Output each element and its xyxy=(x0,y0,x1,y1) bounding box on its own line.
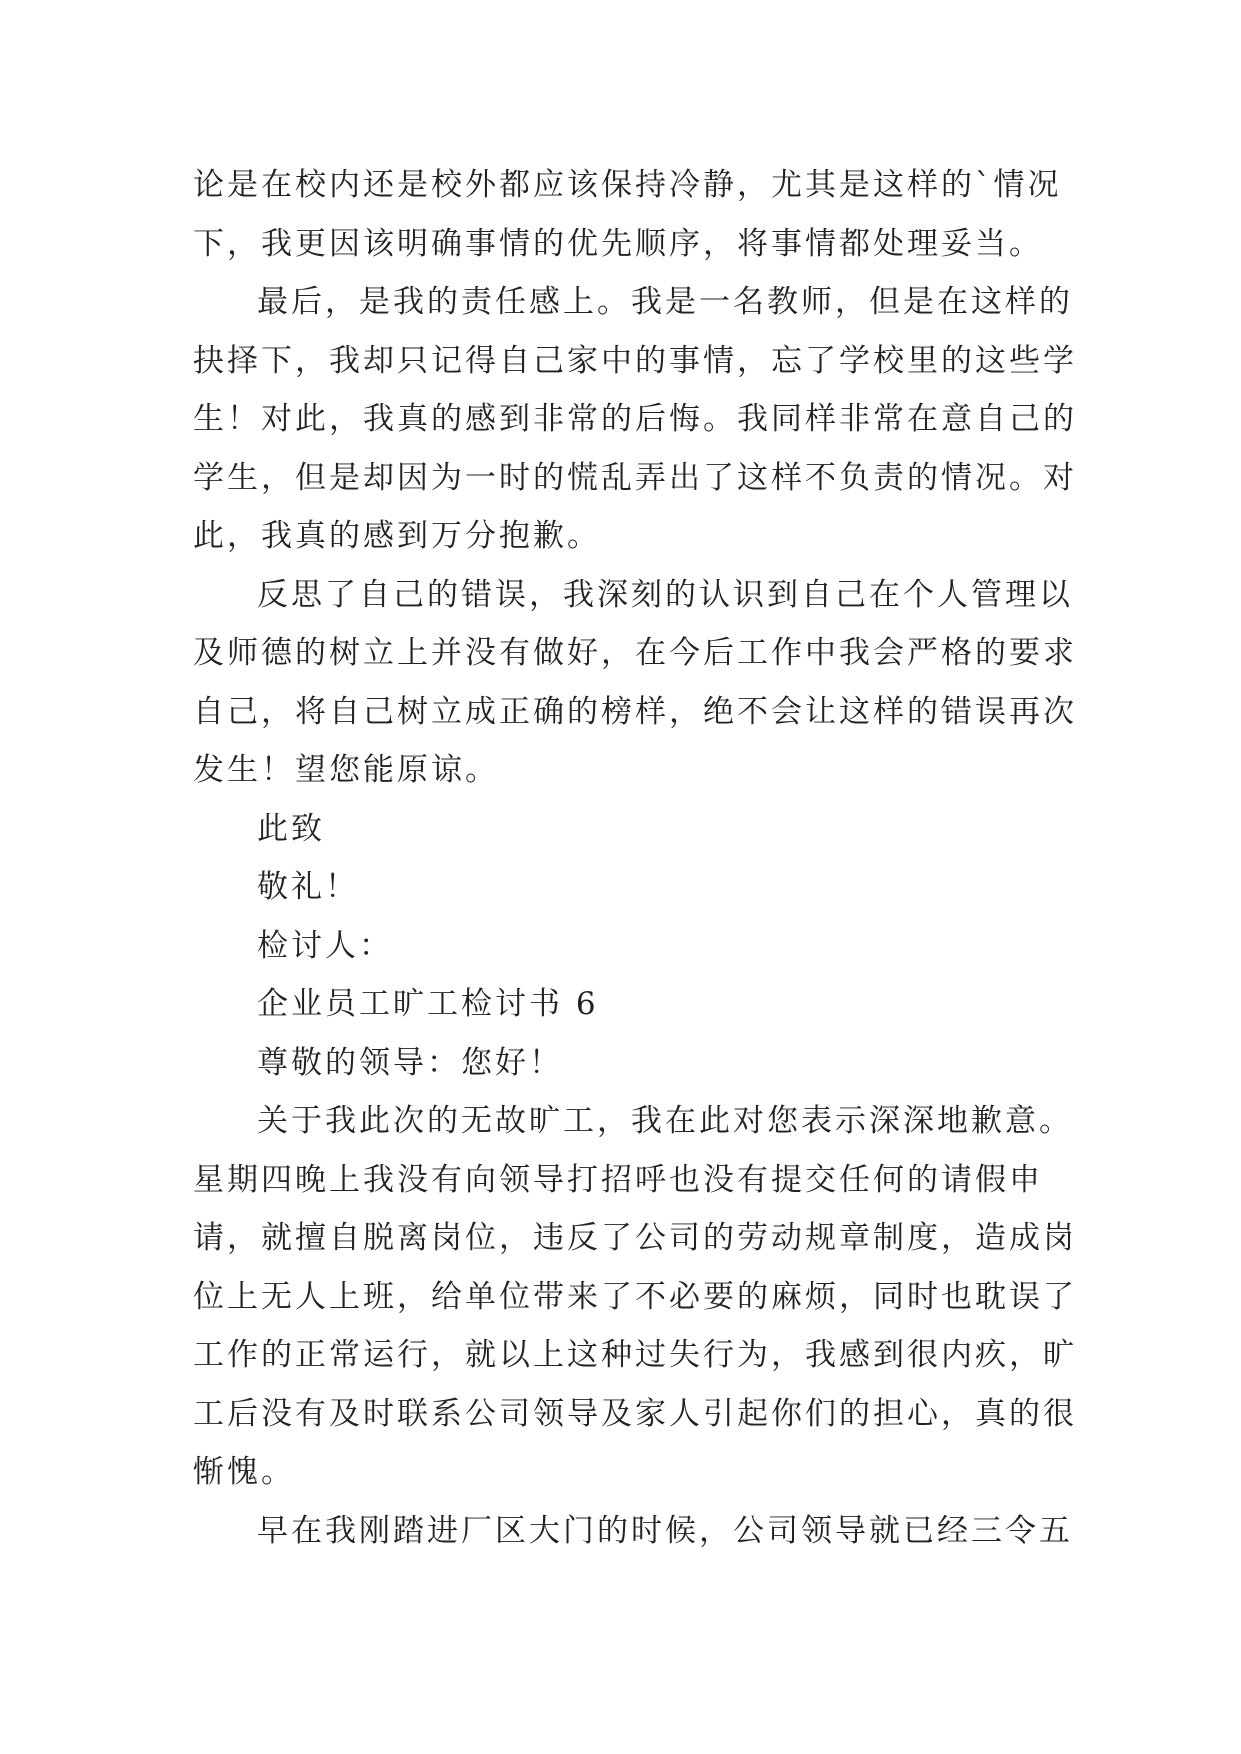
text-line: 企业员工旷工检讨书 6 xyxy=(257,986,599,1022)
text-line: 检讨人： xyxy=(257,927,393,964)
text-line: 请，就擅自脱离岗位，违反了公司的劳动规章制度，造成岗 xyxy=(193,1220,1077,1256)
text-line: 自己，将自己树立成正确的榜样，绝不会让这样的错误再次 xyxy=(193,693,1077,730)
text-line: 学生，但是却因为一时的慌乱弄出了这样不负责的情况。对 xyxy=(193,459,1077,496)
text-line: 抉择下，我却只记得自己家中的事情，忘了学校里的这些学 xyxy=(193,342,1077,379)
text-line: 最后，是我的责任感上。我是一名教师，但是在这样的 xyxy=(257,284,1073,320)
text-line: 发生！望您能原谅。 xyxy=(193,752,499,788)
text-line: 此致 xyxy=(257,810,325,847)
text-line: 尊敬的领导：您好！ xyxy=(257,1044,563,1081)
text-line: 星期四晚上我没有向领导打招呼也没有提交任何的请假申 xyxy=(193,1161,1043,1198)
text-line: 惭愧。 xyxy=(193,1454,295,1490)
text-line: 此，我真的感到万分抱歉。 xyxy=(193,518,601,554)
text-line: 论是在校内还是校外都应该保持冷静，尤其是这样的`情况 xyxy=(193,167,1062,203)
text-line: 关于我此次的无故旷工，我在此对您表示深深地歉意。 xyxy=(257,1103,1073,1139)
text-line: 位上无人上班，给单位带来了不必要的麻烦，同时也耽误了 xyxy=(193,1278,1077,1315)
text-line: 早在我刚踏进厂区大门的时候，公司领导就已经三令五 xyxy=(257,1512,1073,1549)
text-line: 生！对此，我真的感到非常的后悔。我同样非常在意自己的 xyxy=(193,401,1077,437)
text-line: 反思了自己的错误，我深刻的认识到自己在个人管理以 xyxy=(257,576,1073,613)
text-line: 下，我更因该明确事情的优先顺序，将事情都处理妥当。 xyxy=(193,225,1043,262)
text-line: 工后没有及时联系公司领导及家人引起你们的担心，真的很 xyxy=(193,1395,1077,1432)
text-line: 及师德的树立上并没有做好，在今后工作中我会严格的要求 xyxy=(193,635,1077,671)
document-body xyxy=(193,156,1077,1560)
text-line: 敬礼！ xyxy=(257,869,359,905)
text-line: 工作的正常运行，就以上这种过失行为，我感到很内疚，旷 xyxy=(193,1337,1077,1373)
